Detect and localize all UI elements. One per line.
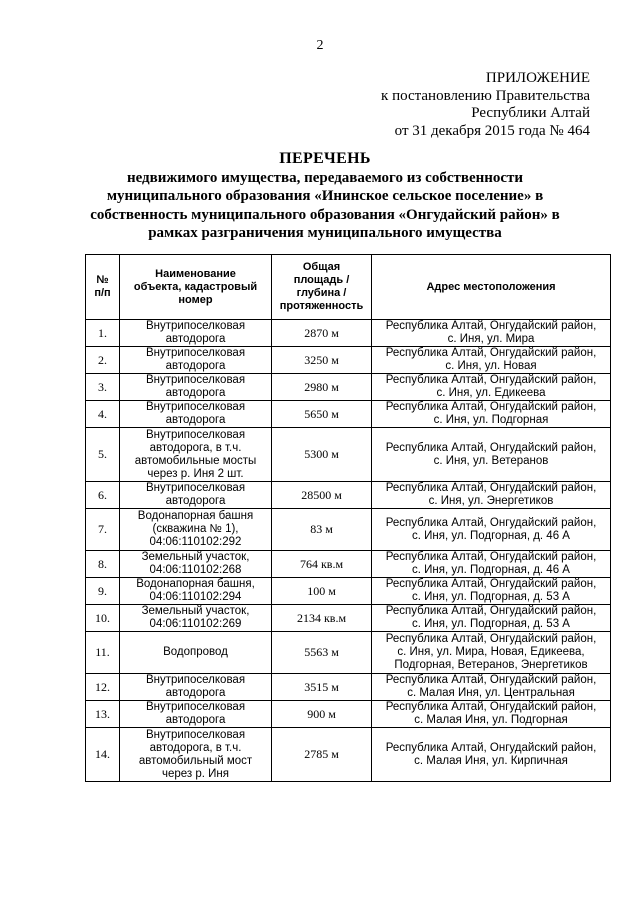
row-name: Водопровод [120,632,272,674]
row-name: Внутрипоселковая автодорога [120,320,272,347]
appendix-line: к постановлению Правительства [381,87,590,104]
row-number: 5. [86,428,120,482]
row-size: 2980 м [272,374,372,401]
title-line: рамках разграничения муниципального имущества [148,225,502,241]
row-size: 900 м [272,701,372,728]
row-name: Земельный участок, 04:06:110102:269 [120,605,272,632]
row-size: 100 м [272,578,372,605]
row-address: Республика Алтай, Онгудайский район, с. Иня, ул. Мира [372,320,611,347]
row-address: Республика Алтай, Онгудайский район, с. Иня, ул. Подгорная, д. 46 А [372,551,611,578]
row-address: Республика Алтай, Онгудайский район, с. Иня, ул. Энергетиков [372,482,611,509]
row-name: Внутрипоселковая автодорога, в т.ч. автомобильный мост через р. Иня [120,728,272,782]
row-name: Внутрипоселковая автодорога [120,674,272,701]
appendix-line: ПРИЛОЖЕНИЕ [485,70,590,86]
title-heading: ПЕРЕЧЕНЬ [279,150,371,167]
table-row [86,401,611,428]
row-name: Внутрипоселковая автодорога [120,374,272,401]
table-row [86,551,611,578]
table-row [86,578,611,605]
row-name: Внутрипоселковая автодорога [120,482,272,509]
row-address: Республика Алтай, Онгудайский район, с. Иня, ул. Новая [372,347,611,374]
table-row [86,428,611,482]
row-name: Земельный участок, 04:06:110102:268 [120,551,272,578]
header-address: Адрес местоположения [372,255,611,320]
row-number: 11. [86,632,120,674]
row-size: 2785 м [272,728,372,782]
row-number: 8. [86,551,120,578]
row-size: 2870 м [272,320,372,347]
appendix-block [300,70,590,140]
header-num: № п/п [86,255,120,320]
table-row [86,632,611,674]
row-address: Республика Алтай, Онгудайский район, с. Иня, ул. Мира, Новая, Едикеева, Подгорная, Ветеранов, Энергетиков [372,632,611,674]
table-row [86,482,611,509]
row-number: 4. [86,401,120,428]
header-name: Наименование объекта, кадастровый номер [120,255,272,320]
row-number: 6. [86,482,120,509]
row-address: Республика Алтай, Онгудайский район, с. Иня, ул. Подгорная, д. 53 А [372,578,611,605]
header-size: Общая площадь / глубина / протяженность [272,255,372,320]
table-row [86,728,611,782]
table-row [86,605,611,632]
row-address: Республика Алтай, Онгудайский район, с. Малая Иня, ул. Центральная [372,674,611,701]
table-row [86,674,611,701]
row-size: 83 м [272,509,372,551]
table-row [86,701,611,728]
property-table [85,254,611,782]
title-line: недвижимого имущества, передаваемого из собственности [126,169,524,186]
row-address: Республика Алтай, Онгудайский район, с. Иня, ул. Ветеранов [372,428,611,482]
row-name: Водонапорная башня, 04:06:110102:294 [120,578,272,605]
table-row [86,509,611,551]
appendix-line: от 31 декабря 2015 года № 464 [394,122,590,139]
row-address: Республика Алтай, Онгудайский район, с. Малая Иня, ул. Подгорная [372,701,611,728]
row-name: Внутрипоселковая автодорога [120,701,272,728]
table-header-row [86,255,611,320]
row-name: Внутрипоселковая автодорога, в т.ч. автомобильные мосты через р. Иня 2 шт. [120,428,272,482]
row-name: Внутрипоселковая автодорога [120,347,272,374]
row-address: Республика Алтай, Онгудайский район, с. Малая Иня, ул. Кирпичная [372,728,611,782]
table-row [86,374,611,401]
row-address: Республика Алтай, Онгудайский район, с. Иня, ул. Едикеева [372,374,611,401]
page-number: 2 [316,38,324,53]
row-number: 7. [86,509,120,551]
title-line: собственность муниципального образования «Онгудайский район» в [90,206,560,223]
row-number: 14. [86,728,120,782]
row-size: 3515 м [272,674,372,701]
row-number: 1. [86,320,120,347]
row-name: Водонапорная башня (скважина № 1), 04:06:110102:292 [120,509,272,551]
row-number: 2. [86,347,120,374]
row-number: 10. [86,605,120,632]
row-size: 5650 м [272,401,372,428]
title-line: муниципального образования «Ининское сельское поселение» в [106,188,544,204]
table-row [86,347,611,374]
document-title [60,150,590,243]
row-size: 3250 м [272,347,372,374]
row-number: 9. [86,578,120,605]
row-name: Внутрипоселковая автодорога [120,401,272,428]
appendix-line: Республики Алтай [471,105,590,121]
row-size: 764 кв.м [272,551,372,578]
row-number: 3. [86,374,120,401]
row-size: 5300 м [272,428,372,482]
row-address: Республика Алтай, Онгудайский район, с. Иня, ул. Подгорная, д. 53 А [372,605,611,632]
table-body [86,320,611,782]
table-row [86,320,611,347]
row-size: 28500 м [272,482,372,509]
row-number: 12. [86,674,120,701]
row-number: 13. [86,701,120,728]
row-size: 5563 м [272,632,372,674]
row-address: Республика Алтай, Онгудайский район, с. Иня, ул. Подгорная [372,401,611,428]
row-size: 2134 кв.м [272,605,372,632]
row-address: Республика Алтай, Онгудайский район, с. Иня, ул. Подгорная, д. 46 А [372,509,611,551]
